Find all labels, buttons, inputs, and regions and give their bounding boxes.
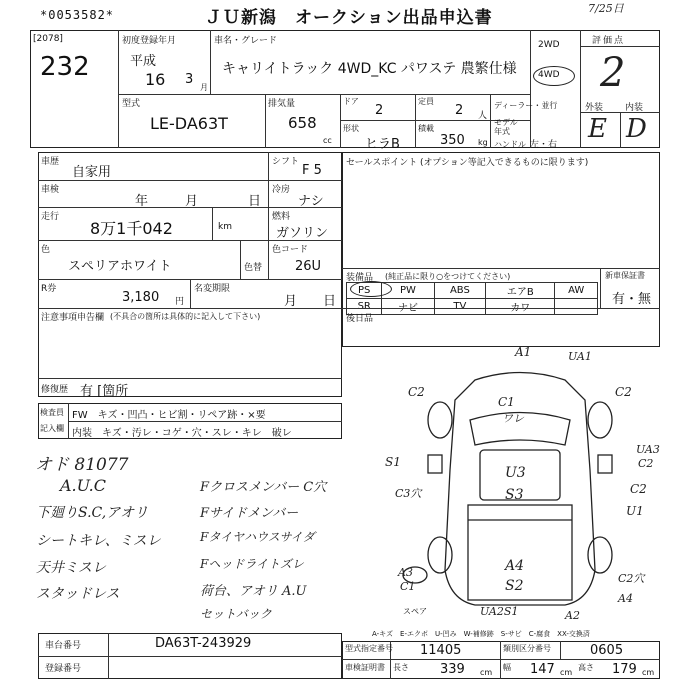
mark-c2-c: C2 (638, 457, 654, 470)
mark-c2-hole: C2穴 (618, 572, 645, 585)
registration-era: 平成 (130, 54, 157, 69)
top-right-date: 7/25日 (588, 2, 624, 15)
color-paint-label: 色替 (244, 263, 263, 273)
model-name-value: キャリイトラック 4WD_KC パワステ 農繁仕様 (222, 61, 517, 77)
mileage-unit: km (218, 222, 232, 232)
chassis-label: 車台番号 (45, 641, 82, 651)
fuel-label: 燃料 (272, 212, 291, 222)
note-3: 下廻りS.C,アオリ (36, 505, 149, 521)
color-code-value: 26U (295, 259, 322, 274)
check-row-1: FW キズ・凹凸・ヒビ割・リペア跡・×要 (72, 410, 266, 421)
aircon-value: ナシ (298, 194, 324, 209)
eq-abs: ABS (434, 283, 486, 299)
mark-a1: A1 (515, 345, 532, 359)
mark-s1: S1 (385, 455, 401, 469)
category-no-value: 0605 (590, 643, 624, 658)
color-label: 色 (41, 245, 51, 255)
doors-value: 2 (375, 103, 384, 118)
eq-airbag: エアB (486, 283, 555, 299)
displacement-value: 658 (288, 114, 317, 132)
eq-empty (555, 299, 598, 315)
mark-u1: U1 (626, 504, 644, 518)
score-label: 評価点 (592, 36, 626, 46)
doors-label: ドア (343, 97, 359, 106)
mark-s3: S3 (505, 487, 524, 503)
model-code-value: LE-DA63T (150, 114, 228, 133)
height-label: 高さ (578, 663, 594, 672)
interior-label: 内装 (625, 103, 644, 113)
handle-value: 左・右 (530, 140, 558, 150)
type-no-value: 11405 (420, 643, 462, 658)
barcode-number: *0053582* (40, 8, 115, 22)
chassis-value: DA63T-243929 (155, 636, 252, 651)
lot-code: [2078] (33, 34, 63, 44)
notes-label: 注意事項申告欄 (41, 313, 105, 323)
equipment-label: 装備品 (346, 273, 374, 283)
drive-2wd: 2WD (538, 40, 560, 50)
inspection-day-unit: 日 (248, 194, 262, 209)
inspection-year-unit: 年 (135, 194, 149, 209)
mark-c1: C1 (498, 395, 515, 409)
model-year-label: モデル年式 (494, 118, 518, 136)
equipment-sub: (純正品に限り○をつけてください) (385, 272, 511, 281)
load-label: 積載 (418, 124, 434, 133)
details-box (38, 152, 342, 397)
shift-label: シフト (272, 157, 300, 167)
note-4: シートキレ、ミスレ (36, 533, 161, 549)
shift-value: F 5 (302, 163, 322, 178)
width-value: 147 (530, 662, 555, 677)
inspection-month-unit: 月 (185, 194, 199, 209)
recycle-label: R券 (41, 284, 57, 294)
fuel-value: ガソリン (276, 226, 329, 241)
note-2: A.U.C (60, 476, 106, 495)
model-code-label: 型式 (122, 99, 141, 109)
registration-month: 3 (185, 72, 194, 87)
exterior-value: E (588, 114, 607, 144)
shape-value: ヒラB (365, 137, 400, 152)
length-label: 長さ (393, 663, 409, 672)
registration-label: 初度登録年月 (122, 36, 177, 46)
score-value: 2 (600, 50, 626, 96)
repair-label: 修復歴 (41, 385, 69, 395)
capacity-unit: 人 (478, 111, 488, 121)
note2-4: Fヘッドライトズレ (200, 557, 304, 571)
width-unit: cm (560, 668, 573, 677)
interior-value: D (626, 114, 647, 144)
mark-a4-b: A4 (618, 592, 633, 605)
mark-c1-b: C1 (400, 580, 416, 593)
dealer-label: ディーラー・並行 (494, 101, 558, 110)
sales-point-sub: (オプション等記入できるものに限ります) (420, 158, 589, 168)
recycle-unit: 円 (175, 297, 185, 307)
eq-ps: PS (347, 283, 382, 299)
eq-leather: カワ (486, 299, 555, 315)
name-change-label: 名変期限 (194, 284, 231, 294)
length-value: 339 (440, 662, 465, 677)
history-label: 車歴 (41, 157, 60, 167)
notes-sub: (不具合の箇所は具体的に記入して下さい) (110, 312, 261, 321)
width-label: 幅 (503, 663, 511, 672)
load-value: 350 (440, 133, 465, 148)
legend: A-キズ E-エクボ U-凹み W-補修跡 S-サビ C-腐食 XX-交換済 (372, 630, 590, 638)
registration-month-unit: 月 (200, 83, 208, 92)
note-1: オド 81077 (35, 455, 129, 475)
note-5: 天井ミスレ (36, 560, 106, 576)
note2-3: Fタイヤハウスサイダ (200, 530, 315, 544)
exterior-label: 外装 (585, 103, 604, 113)
mark-u3: U3 (505, 465, 526, 481)
color-value: スペリアホワイト (68, 259, 172, 274)
category-no-label: 類別区分番号 (503, 644, 551, 653)
check-label-2: 記入欄 (40, 424, 64, 433)
sales-point-label: セールスポイント (346, 158, 418, 168)
displacement-unit: cc (323, 136, 332, 145)
history-value: 自家用 (72, 165, 112, 180)
eq-tv: TV (434, 299, 486, 315)
note2-2: Fサイドメンバー (200, 506, 299, 521)
shape-label: 形状 (343, 124, 359, 133)
mileage-label: 走行 (41, 212, 60, 222)
warranty-value: 有・無 (612, 292, 652, 307)
mark-s2: S2 (505, 578, 524, 594)
aircon-label: 冷房 (272, 185, 291, 195)
mark-crack: ワレ (502, 412, 524, 425)
height-unit: cm (642, 668, 655, 677)
drive-4wd: 4WD (538, 70, 560, 80)
eq-navi: ナビ (382, 299, 434, 315)
mark-c2-d: C2 (630, 482, 647, 496)
handle-label: ハンドル (494, 140, 526, 149)
registration-no-label: 登録番号 (45, 664, 82, 674)
mark-c2-b: C2 (615, 385, 632, 399)
recycle-value: 3,180 (122, 290, 160, 305)
capacity-label: 定員 (418, 97, 434, 106)
note2-6: セットバック (200, 607, 272, 621)
name-change-month: 月 (284, 294, 298, 309)
inspection-label: 車検 (41, 185, 60, 195)
lot-number: 232 (40, 52, 90, 82)
capacity-value: 2 (455, 103, 464, 118)
mark-c3-hole: C3穴 (395, 487, 422, 500)
mark-ua1: UA1 (568, 350, 592, 363)
check-row-2: 内装 キズ・汚レ・コゲ・穴・スレ・キレ 破レ (72, 428, 292, 439)
mark-ua2s1: UA2S1 (480, 605, 519, 618)
displacement-label: 排気量 (268, 99, 296, 109)
warranty-label: 新車保証書 (605, 271, 645, 280)
form-title: ＪＵ新潟 オークション出品申込書 (205, 8, 493, 28)
load-unit: kg (478, 138, 488, 147)
type-no-label: 型式指定番号 (345, 644, 393, 653)
length-unit: cm (480, 668, 493, 677)
rear-label: 後日品 (346, 314, 374, 324)
mark-a3: A3 (398, 566, 413, 579)
mileage-value: 8万1千042 (90, 219, 173, 238)
color-code-label: 色コード (272, 245, 309, 255)
check-label-1: 検査員 (40, 408, 64, 417)
mark-a4-a: A4 (505, 558, 525, 574)
sales-box (342, 152, 660, 347)
eq-sr: SR (347, 299, 382, 315)
mark-ua3: UA3 (636, 443, 660, 456)
mark-a2: A2 (565, 609, 580, 622)
repair-value: 有 [箇所 (80, 384, 129, 399)
height-value: 179 (612, 662, 637, 677)
note2-1: Fクロスメンバー C穴 (200, 480, 327, 495)
name-change-day: 日 (323, 294, 337, 309)
note-6: スタッドレス (36, 586, 120, 602)
mark-c2-a: C2 (408, 385, 425, 399)
cert-label: 車検証明書 (345, 663, 385, 672)
ps-circle (350, 281, 392, 297)
eq-aw: AW (555, 283, 598, 299)
spare-label: スペア (403, 607, 427, 616)
registration-year: 16 (145, 70, 166, 89)
note2-5: 荷台、アオリ A.U (200, 584, 307, 599)
eq-pw: PW (382, 283, 434, 299)
model-name-label: 車名・グレード (214, 36, 278, 46)
